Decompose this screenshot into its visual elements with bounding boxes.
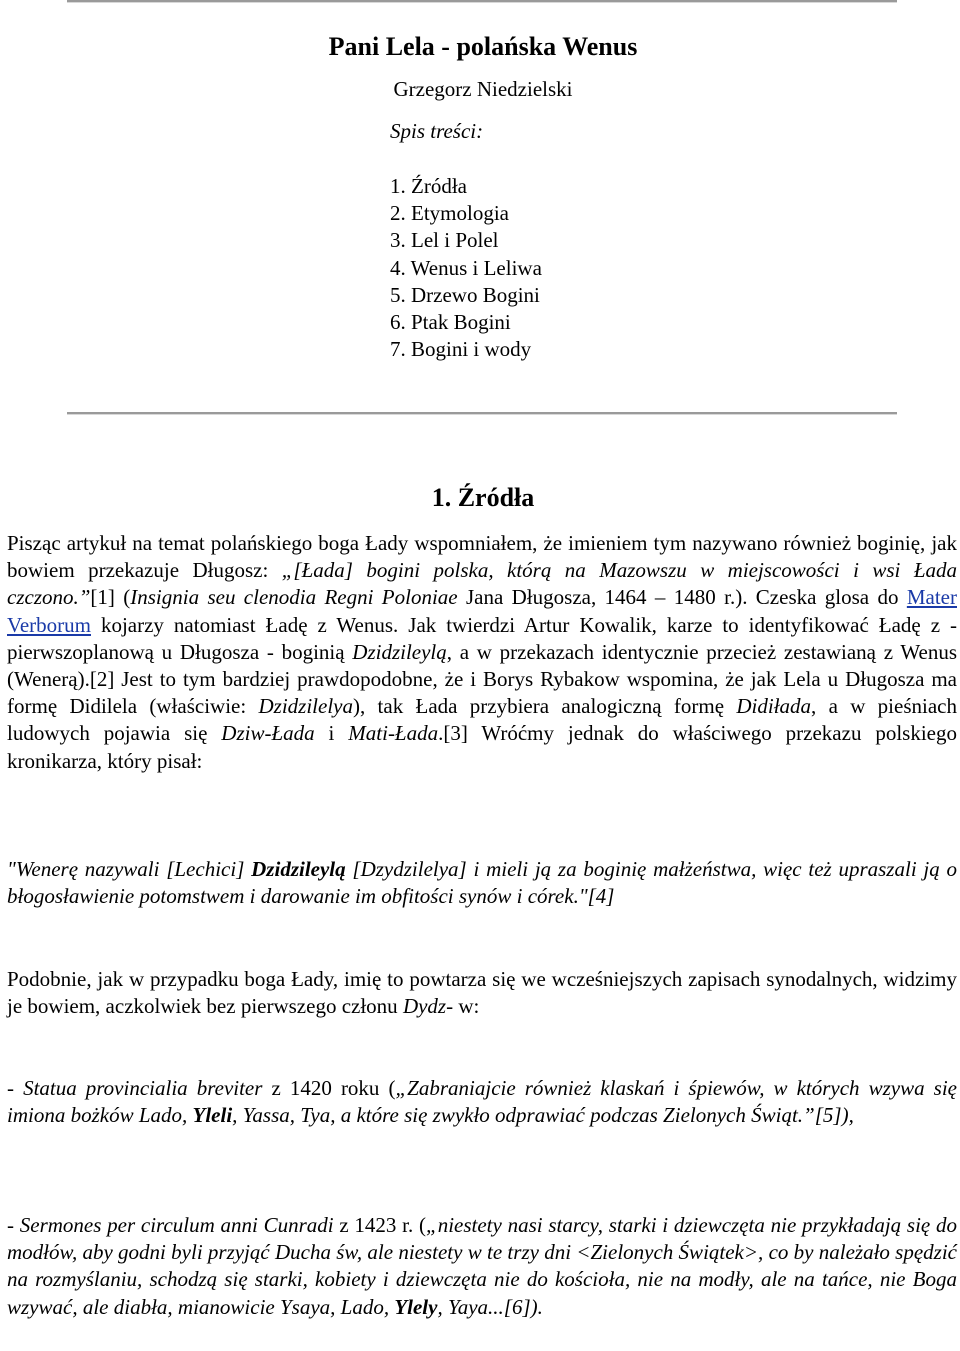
text-run: i: [314, 721, 349, 746]
quote-run: , Yassa, Tya, a które się zwykło odprawiać podczas Zielonych Świąt.”[5]),: [232, 1103, 854, 1128]
document-title: Pani Lela - polańska Wenus: [328, 32, 638, 61]
text-run: z 1423 r. (: [333, 1213, 427, 1237]
text-run: z 1420 roku (: [262, 1076, 396, 1100]
table-of-contents: [390, 173, 542, 363]
footnote-ref-1: [1] (: [90, 585, 131, 610]
italic-term: Dziw-Łada: [221, 721, 315, 746]
toc-label: Spis treści:: [390, 119, 484, 143]
paragraph-intro: [7, 530, 957, 775]
mater-verborum-link[interactable]: Mater Verborum: [7, 585, 957, 637]
section-divider: [67, 412, 897, 414]
text-run: ), tak Łada przybiera analogiczną formę: [353, 694, 737, 719]
toc-item-zrodla[interactable]: 1. Źródła: [390, 174, 467, 198]
italic-term: Dzidzileylą: [352, 639, 447, 664]
toc-item-wenus-i-leliwa[interactable]: 4. Wenus i Leliwa: [390, 255, 542, 280]
toc-item-bogini-i-wody[interactable]: 7. Bogini i wody: [390, 337, 532, 362]
document-author: Grzegorz Niedzielski: [393, 77, 573, 101]
text-run: w:: [453, 994, 480, 1019]
quote-run: „niestety nasi starcy, starki i dziewczęta nie przykładają się do modłów, aby godni byli przyjąć Ducha św, ale niestety w te trzy dni <Zielonych Świątek>, co by należało spędzić na rozmyślaniu, schodzą się starki, kobiety i dziewczęta nie do kościoła, nie na modły, ale na tańce, nie Boga wzywać, ale diabła, mianowicie Ysaya, Lado,: [7, 1213, 957, 1319]
toc-item-drzewo-bogini[interactable]: 5. Drzewo Bogini: [390, 282, 540, 307]
text-run: kojarzy natomiast Ładę z Wenus. Jak twierdzi Artur Kowalik, karze to identyfikować Ładę z - pierwszoplanową u Długosza - boginią: [7, 612, 957, 664]
paragraph-chronicle-quote: [7, 856, 957, 910]
text-run: [Dzydzilelya] i mieli ją za boginię małżeństwa, więc też upraszali ją o błogosławienie potomstwem i darowanie im obfitości synów i córek."[4]: [7, 857, 958, 909]
text-run: , a w przekazach identycznie przecież zestawianą z Wenus (Wenerą).[2] Jest to tym bardziej prawdopodobne, że i Borys Rybakow wspomina, że jak Lela u Długosza ma formę Didilela (właściwie:: [7, 639, 957, 719]
bold-term: Yleli: [192, 1103, 233, 1128]
text-run: -: [7, 1076, 24, 1100]
bold-term: Dzidzileylą: [251, 857, 346, 881]
paragraph-sermones: [7, 1212, 957, 1321]
toc-item-lel-i-polel[interactable]: 3. Lel i Polel: [390, 228, 499, 253]
text-run: Podobnie, jak w przypadku boga Łady, imię to powtarza się we wcześniejszych zapisach synodalnych, widzimy je bowiem, aczkolwiek bez pierwszego członu: [7, 967, 957, 1019]
dlugosz-quote: „[Łada] bogini polska, którą na Mazowszu w miejscowości i wsi Łada czczono.”: [7, 558, 957, 610]
text-run: -: [7, 1213, 20, 1237]
italic-term: Dydz-: [402, 994, 454, 1019]
toc-item-ptak-bogini[interactable]: 6. Ptak Bogini: [390, 310, 511, 335]
quote-run: , Yaya...[6]).: [437, 1294, 543, 1319]
paragraph-synod: [7, 966, 957, 1020]
text-run: .[3] Wróćmy jednak do właściwego przekazu polskiego kronikarza, który pisał:: [7, 721, 957, 773]
section-heading: 1. Źródła: [431, 483, 535, 512]
italic-term: Didiłada: [736, 694, 812, 719]
paragraph-statua: [7, 1075, 957, 1129]
source-title: Statua provincialia breviter: [23, 1076, 263, 1100]
top-divider: [67, 0, 897, 2]
source-title: Sermones per circulum anni Cunradi: [19, 1213, 334, 1237]
quote-run: „Zabraniajcie również klaskań i śpiewów, w których wzywa się imiona bożków Lado,: [7, 1076, 958, 1128]
italic-term: Dzidzilelya: [258, 694, 353, 719]
italic-term: Mati-Łada: [348, 721, 439, 746]
toc-item-etymologia[interactable]: 2. Etymologia: [390, 201, 509, 226]
text-run: "Wenerę nazywali [Lechici]: [7, 857, 252, 881]
source-title: Insignia seu clenodia Regni Poloniae: [130, 585, 458, 610]
text-run: , a w pieśniach ludowych pojawia się: [7, 694, 957, 746]
text-run: Jana Długosza, 1464 – 1480 r.). Czeska glosa do: [457, 585, 907, 610]
bold-term: Ylely: [394, 1294, 438, 1319]
text-run: Pisząc artykuł na temat polańskiego boga Łady wspomniałem, że imieniem tym nazywano również boginię, jak bowiem przekazuje Długosz:: [7, 531, 957, 583]
